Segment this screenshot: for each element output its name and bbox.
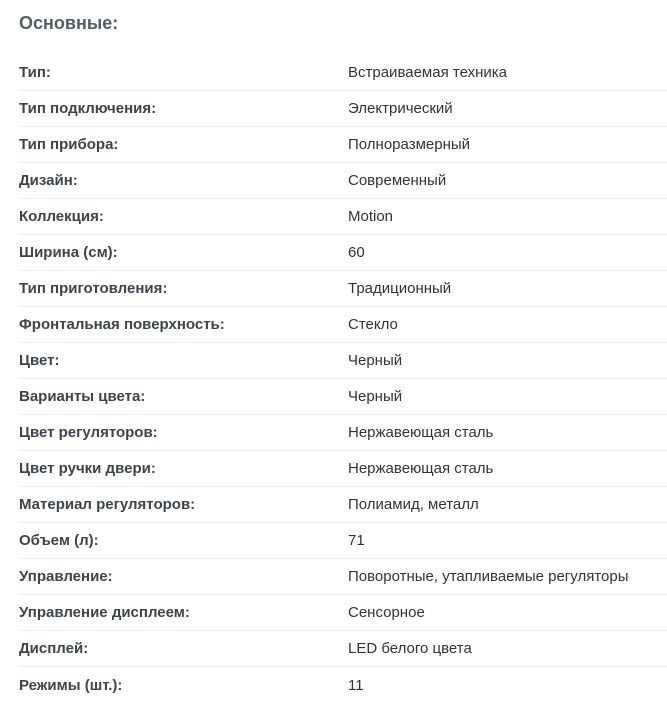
- spec-value: LED белого цвета: [348, 640, 472, 657]
- spec-value: Нержавеющая сталь: [348, 460, 494, 477]
- spec-label: Объем (л):: [19, 532, 99, 549]
- spec-label: Цвет:: [19, 352, 60, 369]
- spec-value: Поворотные, утапливаемые регуляторы: [348, 568, 629, 585]
- spec-value: Нержавеющая сталь: [348, 424, 494, 441]
- spec-row: [19, 199, 667, 235]
- spec-label: Фронтальная поверхность:: [19, 316, 225, 333]
- spec-value: Современный: [348, 172, 447, 189]
- spec-row: [19, 127, 667, 163]
- spec-label: Дизайн:: [19, 172, 78, 189]
- section-title: Основные:: [19, 13, 119, 33]
- spec-row: [19, 415, 667, 451]
- spec-label: Тип прибора:: [19, 136, 119, 153]
- spec-row: [19, 379, 667, 415]
- spec-label: Цвет регуляторов:: [19, 424, 158, 441]
- spec-label: Коллекция:: [19, 208, 104, 225]
- spec-label: Дисплей:: [19, 640, 89, 657]
- spec-row: [19, 559, 667, 595]
- spec-label: Режимы (шт.):: [19, 676, 123, 694]
- spec-row: [19, 91, 667, 127]
- spec-label: Ширина (см):: [19, 244, 118, 261]
- spec-label: Цвет ручки двери:: [19, 460, 156, 477]
- spec-label: Варианты цвета:: [19, 388, 146, 405]
- spec-row: [19, 523, 667, 559]
- spec-row: [19, 307, 667, 343]
- spec-value: Черный: [348, 352, 403, 369]
- spec-row: [19, 235, 667, 271]
- spec-label: Тип подключения:: [19, 100, 157, 117]
- spec-value: Полиамид, металл: [348, 496, 479, 513]
- spec-value: Motion: [348, 208, 394, 225]
- spec-row: [19, 487, 667, 523]
- spec-list: [0, 55, 667, 703]
- spec-value: Электрический: [348, 100, 453, 117]
- spec-row: [19, 163, 667, 199]
- spec-row: [19, 271, 667, 307]
- spec-value: Встраиваемая техника: [348, 64, 507, 81]
- spec-row: [19, 451, 667, 487]
- spec-value: Стекло: [348, 316, 398, 333]
- spec-value: Сенсорное: [348, 604, 425, 621]
- spec-value: 71: [348, 532, 365, 549]
- spec-label: Управление дисплеем:: [19, 604, 190, 621]
- spec-label: Тип:: [19, 64, 51, 81]
- spec-row: [19, 595, 667, 631]
- spec-label: Тип приготовления:: [19, 280, 168, 297]
- spec-row: [19, 55, 667, 91]
- spec-value: 11: [348, 676, 364, 694]
- spec-row: [19, 631, 667, 667]
- spec-value: Традиционный: [348, 280, 452, 297]
- spec-value: Черный: [348, 388, 403, 405]
- spec-label: Материал регуляторов:: [19, 496, 196, 513]
- spec-value: Полноразмерный: [348, 136, 471, 153]
- spec-row: [19, 667, 667, 703]
- spec-label: Управление:: [19, 568, 113, 585]
- spec-value: 60: [348, 244, 365, 261]
- spec-row: [19, 343, 667, 379]
